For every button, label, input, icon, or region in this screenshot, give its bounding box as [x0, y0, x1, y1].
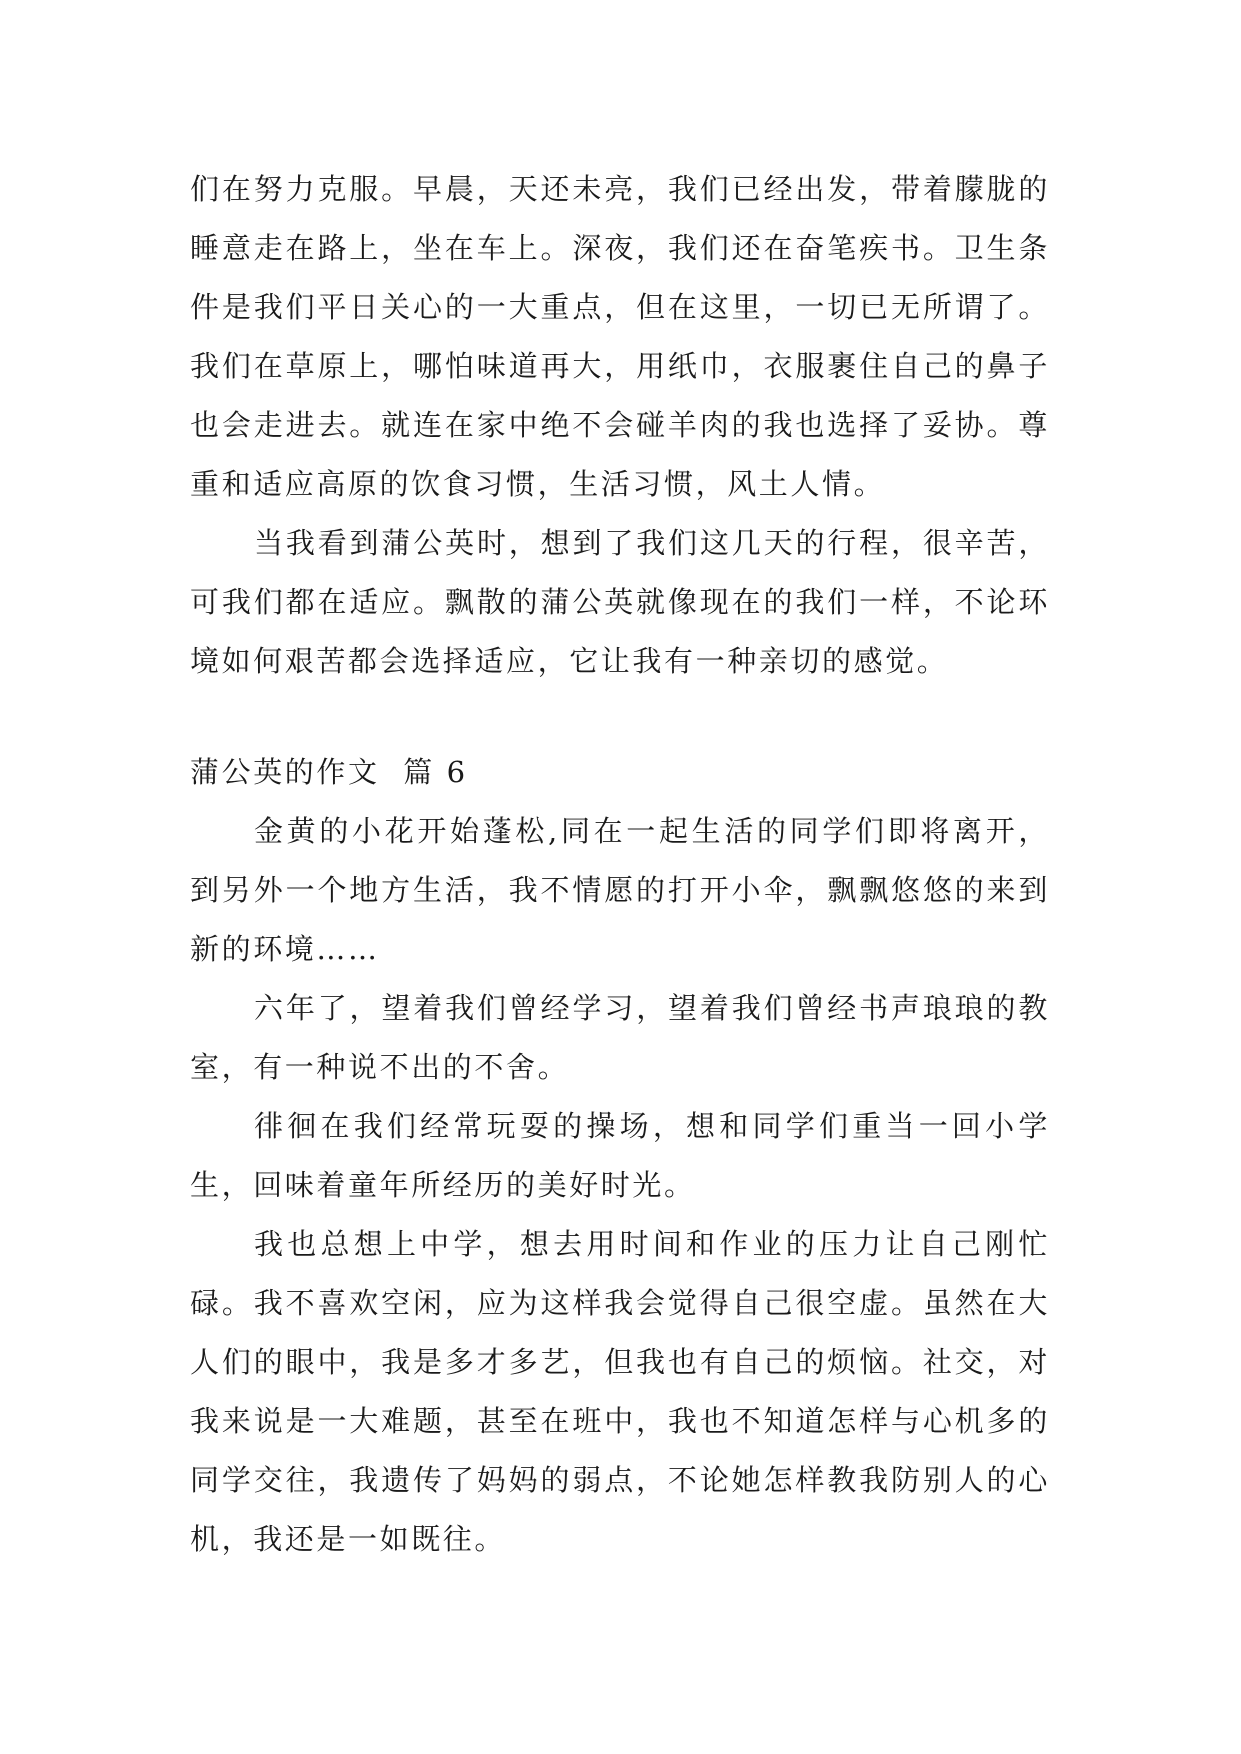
- paragraph: 们在努力克服。早晨，天还未亮，我们已经出发，带着朦胧的睡意走在路上，坐在车上。深夜，我们还在奋笔疾书。卫生条件是我们平日关心的一大重点，但在这里，一切已无所谓了。我们在草原上，哪怕味道再大，用纸巾，衣服裹住自己的鼻子也会走进去。就连在家中绝不会碰羊肉的我也选择了妥协。尊重和适应高原的饮食习惯，生活习惯，风土人情。: [190, 172, 1050, 501]
- paragraph: 我也总想上中学，想去用时间和作业的压力让自己刚忙碌。我不喜欢空闲，应为这样我会觉得自己很空虚。虽然在大人们的眼中，我是多才多艺，但我也有自己的烦恼。社交，对我来说是一大难题，甚至在班中，我也不知道怎样与心机多的同学交往，我遗传了妈妈的弱点，不论她怎样教我防别人的心机，我还是一如既往。: [190, 1227, 1050, 1556]
- paragraph: 徘徊在我们经常玩耍的操场，想和同学们重当一回小学生，回味着童年所经历的美好时光。: [190, 1109, 1050, 1202]
- section-heading: 蒲公英的作文 篇 6: [190, 755, 468, 789]
- paragraph: 当我看到蒲公英时，想到了我们这几天的行程，很辛苦，可我们都在适应。飘散的蒲公英就像现在的我们一样，不论环境如何艰苦都会选择适应，它让我有一种亲切的感觉。: [190, 526, 1050, 678]
- document-page: [190, 160, 1050, 1569]
- paragraph: 六年了，望着我们曾经学习，望着我们曾经书声琅琅的教室，有一种说不出的不舍。: [190, 991, 1050, 1084]
- paragraph: 金黄的小花开始蓬松,同在一起生活的同学们即将离开，到另外一个地方生活，我不情愿的打开小伞，飘飘悠悠的来到新的环境……: [190, 814, 1050, 966]
